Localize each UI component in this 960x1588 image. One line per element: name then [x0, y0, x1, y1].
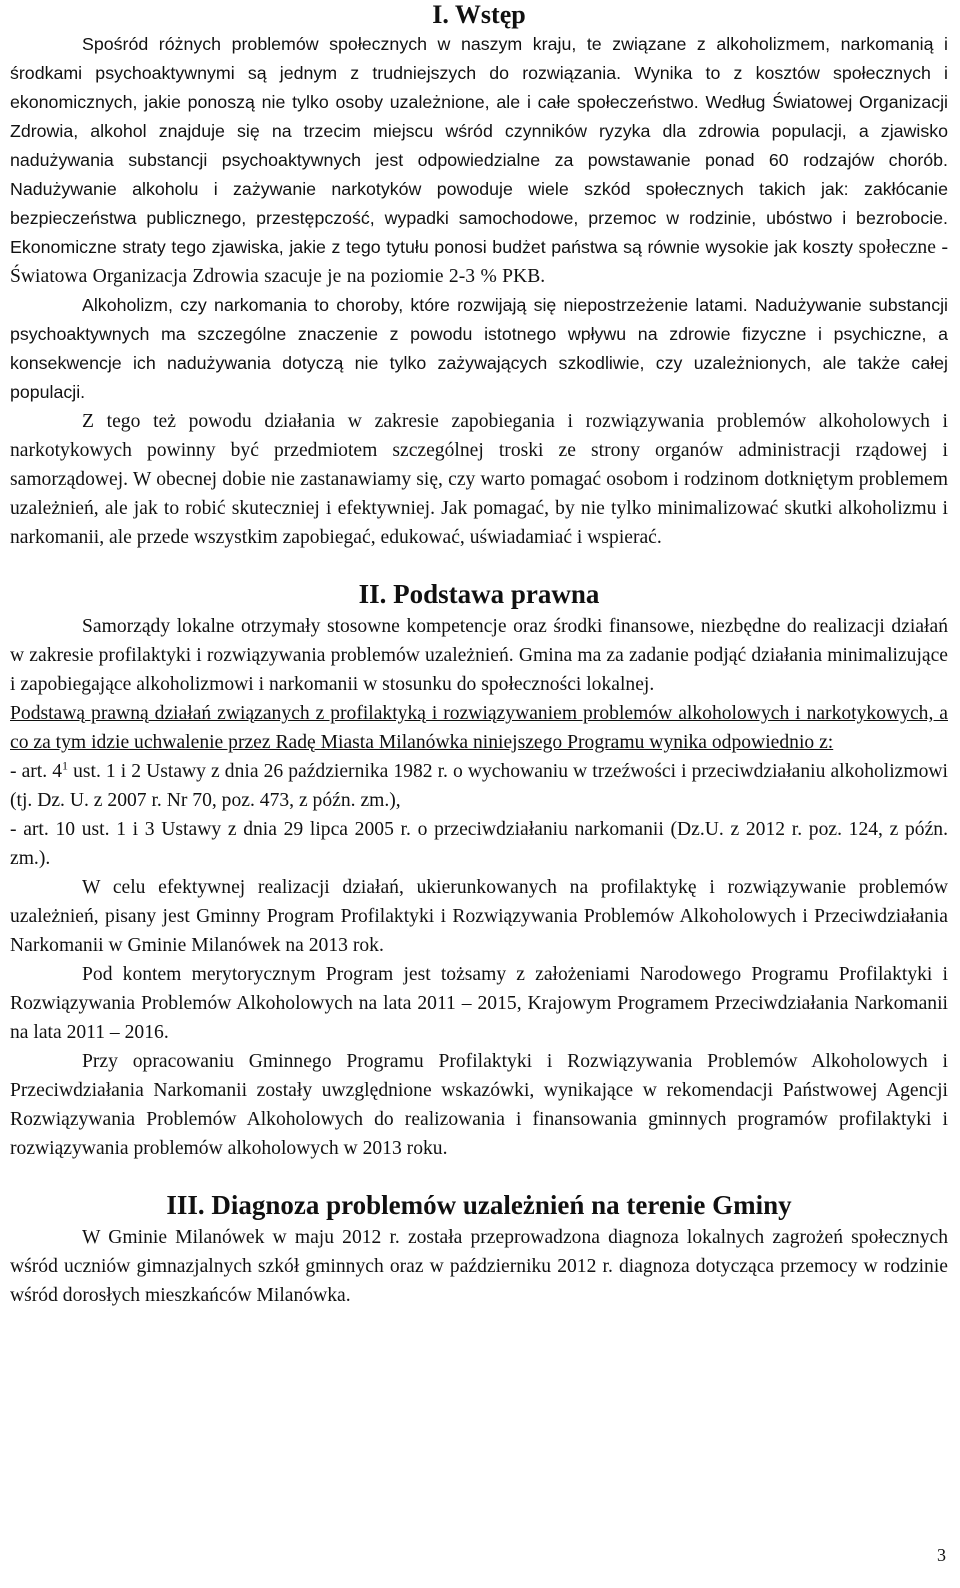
paragraph-program-purpose: W celu efektywnej realizacji działań, ukierunkowanych na profilaktykę i rozwiązywanie problemów uzależnień, pisany jest Gminny Program Profilaktyki i Rozwiązywania Problemów Alkoholowych i Przeciwdziałania Narkomanii w Gminie Milanówek na 2013 rok. — [10, 877, 948, 956]
section-heading-diagnosis: III. Diagnoza problemów uzależnień na terenie Gminy — [166, 1190, 792, 1220]
legal-article-1-text: ust. 1 i 2 Ustawy z dnia 26 października 1982 r. o wychowaniu w trzeźwości i przeciwdziałaniu alkoholizmowi (tj. Dz. U. z 2007 r. Nr 70, poz. 473, z późn. zm.), — [10, 761, 949, 811]
paragraph-program-alignment: Pod kontem merytorycznym Program jest tożsamy z założeniami Narodowego Programu Profilaktyki i Rozwiązywania Problemów Alkoholowych na lata 2011 – 2015, Krajowym Programem Przeciwdziałania Narkomanii na lata 2011 – 2016. — [10, 964, 948, 1043]
section-heading-legal-basis: II. Podstawa prawna — [358, 579, 600, 609]
paragraph-prevention: Z tego też powodu działania w zakresie zapobiegania i rozwiązywania problemów alkoholowych i narkotykowych powinny być przedmiotem szczególnej troski ze strony organów administracji rządowej i samorządowej. W obecnej dobie nie zastanawiamy się, czy warto pomagać osobom i rodzinom dotkniętym problemem uzależnień, ale jak to robić skuteczniej i efektywniej. Jak pomagać, by nie tylko minimalizować skutki alkoholizmu i narkomanii, ale przede wszystkim zapobiegać, edukować, uświadamiać i wspierać. — [10, 411, 948, 548]
paragraph-intro-tail: społeczne - Światowa Organizacja Zdrowia szacuje je na poziomie 2-3 % PKB. — [10, 237, 948, 287]
paragraph-intro — [10, 30, 948, 291]
legal-article-1-superscript: 1 — [62, 758, 69, 773]
page-number: 3 — [937, 1545, 946, 1565]
legal-article-1-prefix: - art. 4 — [10, 761, 63, 782]
paragraph-diagnosis: W Gminie Milanówek w maju 2012 r. została przeprowadzona diagnoza lokalnych zagrożeń społecznych wśród uczniów gimnazjalnych szkół gminnych oraz w październiku 2012 r. diagnoza dotycząca przemocy w rodzinie wśród dorosłych mieszkańców Milanówka. — [10, 1227, 948, 1306]
paragraph-intro-text: Spośród różnych problemów społecznych w naszym kraju, te związane z alkoholizmem, narkomanią i środkami psychoaktywnymi są jednym z trudniejszych do rozwiązania. Wynika to z kosztów społecznych i ekonomicznych, jakie ponoszą nie tylko osoby uzależnione, ale i całe społeczeństwo. Według Światowej Organizacji Zdrowia, alkohol znajduje się na trzecim miejscu wśród czynników ryzyka dla zdrowia populacji, a zjawisko nadużywania substancji psychoaktywnych jest odpowiedzialne za powstawanie ponad 60 rodzajów chorób. Nadużywanie alkoholu i zażywanie narkotyków powoduje wiele szkód społecznych takich jak: zakłócanie bezpieczeństwa publicznego, przestępczość, wypadki samochodowe, przemoc w rodzinie, ubóstwo i bezrobocie. Ekonomiczne straty tego zjawiska, jakie z tego tytułu ponosi budżet państwa są równie wysokie jak koszty — [10, 34, 948, 257]
paragraph-competences: Samorządy lokalne otrzymały stosowne kompetencje oraz środki finansowe, niezbędne do realizacji działań w zakresie profilaktyki i rozwiązywania problemów uzależnień. Gmina ma za zadanie podjąć działania minimalizujące i zapobiegające alkoholizmowi i narkomanii w stosunku do społeczności lokalnej. — [10, 616, 948, 695]
legal-article-2: - art. 10 ust. 1 i 3 Ustawy z dnia 29 lipca 2005 r. o przeciwdziałaniu narkomanii (Dz.U. z 2012 r. poz. 124, z późn. zm.). — [10, 819, 948, 869]
section-heading-wstep: I. Wstęp — [432, 0, 526, 29]
paragraph-recommendations: Przy opracowaniu Gminnego Programu Profilaktyki i Rozwiązywania Problemów Alkoholowych i Przeciwdziałania Narkomanii zostały uwzględnione wskazówki, wynikające w rekomendacji Państwowej Agencji Rozwiązywania Problemów Alkoholowych do realizowania i finansowania gminnych programów profilaktyki i rozwiązywania problemów alkoholowych w 2013 roku. — [10, 1051, 948, 1159]
paragraph-legal-basis-underlined: Podstawą prawną działań związanych z profilaktyką i rozwiązywaniem problemów alkoholowych i narkotykowych, a co za tym idzie uchwalenie przez Radę Miasta Milanówka niniejszego Programu wynika odpowiednio z: — [10, 703, 948, 753]
legal-article-1 — [10, 757, 948, 815]
paragraph-alcoholism: Alkoholizm, czy narkomania to choroby, które rozwijają się niepostrzeżenie latami. Nadużywanie substancji psychoaktywnych ma szczególne znaczenie z powodu istotnego wpływu na zdrowie fizyczne i psychiczne, a konsekwencje ich nadużywania dotyczą nie tylko zażywających szkodliwie, czy uzależnionych, ale także całej populacji. — [10, 295, 948, 402]
